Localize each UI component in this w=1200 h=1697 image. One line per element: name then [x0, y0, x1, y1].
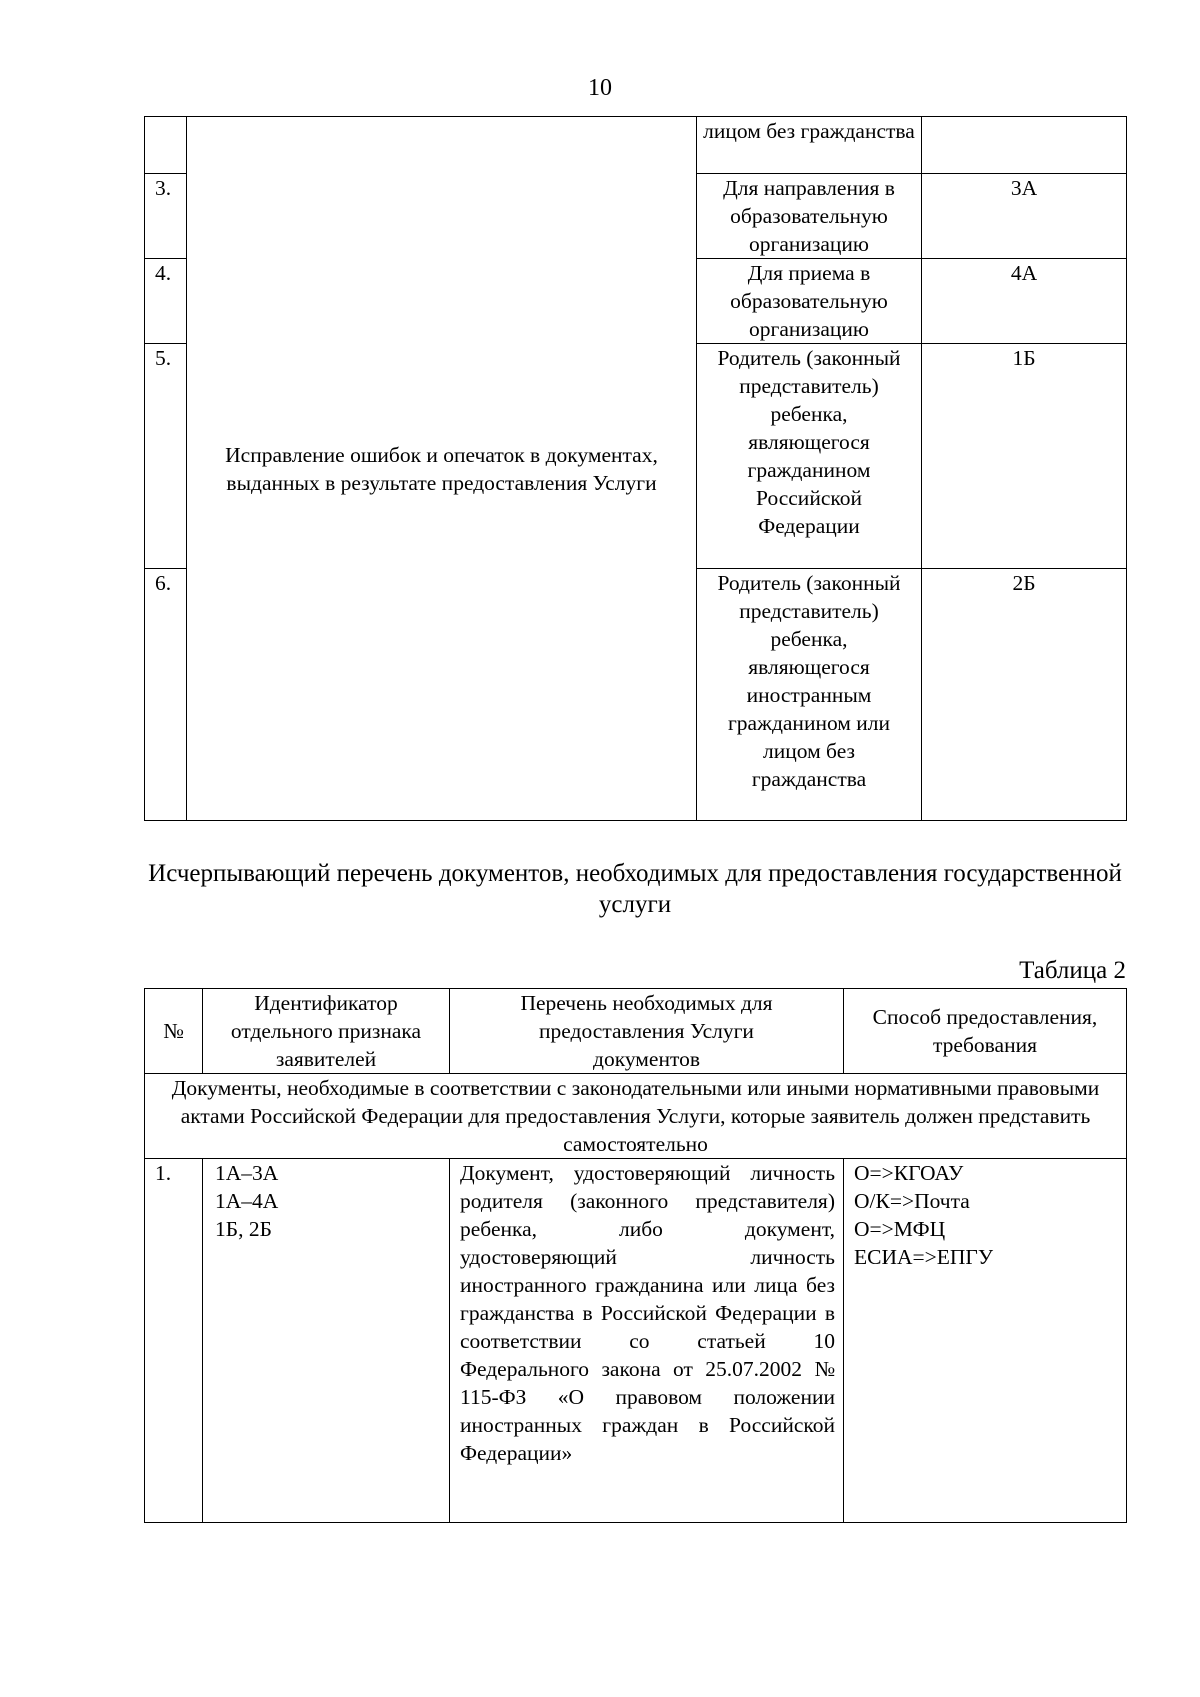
method-item: О=>МФЦ	[854, 1217, 946, 1241]
variant-code	[922, 117, 1127, 174]
identifier-item: 1А–3А	[215, 1161, 279, 1185]
recipient-cell: Родитель (законный представитель) ребенка, являющегося гражданином Российской Федерации	[697, 344, 922, 569]
service-name-cell: Исправление ошибок и опечаток в документах, выданных в результате предоставления Услуги	[187, 117, 697, 821]
variant-code: 2Б	[922, 569, 1127, 821]
header-documents: Перечень необходимых для предоставления Услуги документов	[450, 989, 844, 1074]
variant-code: 3А	[922, 174, 1127, 259]
recipient-cell: Для направления в образовательную организацию	[697, 174, 922, 259]
row-number	[145, 117, 187, 174]
section-heading: Исчерпывающий перечень документов, необходимых для предоставления государственной услуги	[148, 860, 1122, 918]
row-number: 6.	[145, 569, 187, 821]
header-identifier: Идентификатор отдельного признака заявителей	[203, 989, 450, 1074]
section-row	[145, 1074, 1127, 1159]
applicant-identifiers	[203, 1159, 450, 1523]
variant-code: 1Б	[922, 344, 1127, 569]
variant-code: 4А	[922, 259, 1127, 344]
applicant-variants-table	[144, 116, 1127, 821]
method-item: О/К=>Почта	[854, 1189, 970, 1213]
recipient-cell: лицом без гражданства	[697, 117, 922, 174]
row-number: 3.	[145, 174, 187, 259]
table-row	[145, 117, 1127, 174]
recipient-cell: Для приема в образовательную организацию	[697, 259, 922, 344]
table-label: Таблица 2	[1019, 957, 1126, 984]
row-number: 1.	[145, 1159, 203, 1523]
table-header-row	[145, 989, 1127, 1074]
identifier-item: 1Б, 2Б	[215, 1217, 272, 1241]
recipient-cell: Родитель (законный представитель) ребенка, являющегося иностранным гражданином или лицом без гражданства	[697, 569, 922, 821]
submission-methods	[844, 1159, 1127, 1523]
required-documents-table	[144, 988, 1127, 1523]
page-number: 10	[588, 75, 612, 101]
header-number: №	[145, 989, 203, 1074]
method-item: ЕСИА=>ЕПГУ	[854, 1245, 994, 1269]
identifier-item: 1А–4А	[215, 1189, 279, 1213]
section-title: Документы, необходимые в соответствии с законодательными или иными нормативными правовыми актами Российской Федерации для предоставления Услуги, которые заявитель должен представить самостоятельно	[145, 1074, 1127, 1159]
row-number: 5.	[145, 344, 187, 569]
document-description: Документ, удостоверяющий личность родителя (законного представителя) ребенка, либо документ, удостоверяющий личность иностранного гражданина или лица без гражданства в Российской Федерации в соответствии со статьей 10 Федерального закона от 25.07.2002 № 115-ФЗ «О правовом положении иностранных граждан в Российской Федерации»	[450, 1159, 844, 1523]
method-item: О=>КГОАУ	[854, 1161, 964, 1185]
table-row	[145, 1159, 1127, 1523]
row-number: 4.	[145, 259, 187, 344]
header-method: Способ предоставления, требования	[844, 989, 1127, 1074]
